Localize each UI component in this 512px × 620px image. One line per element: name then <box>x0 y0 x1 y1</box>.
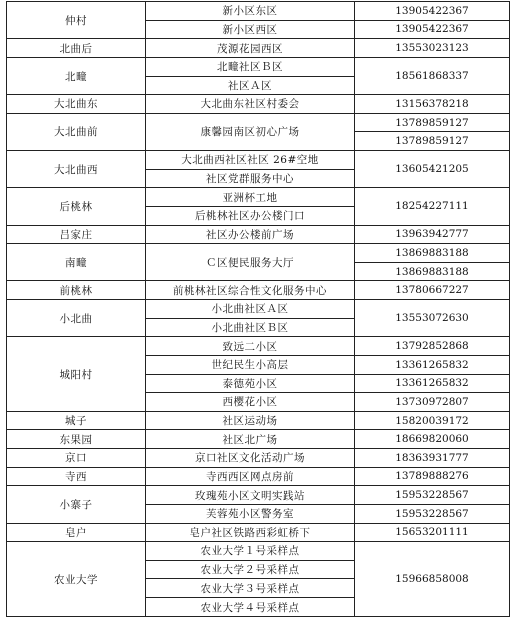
sampling-site-cell: 农业大学３号采样点 <box>146 579 355 598</box>
contact-phone-cell: 15820039172 <box>355 411 510 430</box>
contact-phone-cell: 13156378218 <box>355 95 510 114</box>
table-row <box>7 151 510 170</box>
sampling-site-cell: 致远二小区 <box>146 337 355 356</box>
area-name-cell: 大北曲前 <box>7 113 146 150</box>
contact-phone-cell: 13553072630 <box>355 300 510 337</box>
area-name-cell: 后桃林 <box>7 188 146 225</box>
table-row <box>7 300 510 319</box>
sampling-site-cell: 北疃社区Ｂ区 <box>146 57 355 76</box>
sampling-site-cell: 后桃林社区办公楼门口 <box>146 206 355 225</box>
area-name-cell: 北曲后 <box>7 39 146 58</box>
table-row <box>7 281 510 300</box>
contact-phone-cell: 13789888276 <box>355 467 510 486</box>
sampling-site-cell: 世纪民生小高层 <box>146 355 355 374</box>
table-row <box>7 411 510 430</box>
area-name-cell: 北疃 <box>7 57 146 94</box>
table-row <box>7 39 510 58</box>
contact-phone-cell: 18669820060 <box>355 430 510 449</box>
sampling-site-cell: 农业大学１号采样点 <box>146 542 355 561</box>
contact-phone-cell: 13780667227 <box>355 281 510 300</box>
table-row <box>7 188 510 207</box>
table-row <box>7 542 510 561</box>
sampling-site-cell: 农业大学２号采样点 <box>146 560 355 579</box>
area-name-cell: 前桃林 <box>7 281 146 300</box>
area-name-cell: 寺西 <box>7 467 146 486</box>
contact-phone-cell: 13869883188 <box>355 262 510 281</box>
area-name-cell: 城子 <box>7 411 146 430</box>
table-row <box>7 95 510 114</box>
area-name-cell: 大北曲东 <box>7 95 146 114</box>
sampling-site-cell: 前桃林社区综合性文化服务中心 <box>146 281 355 300</box>
contact-phone-cell: 15953228567 <box>355 486 510 505</box>
table-row <box>7 57 510 76</box>
table-row <box>7 467 510 486</box>
contact-phone-cell: 13789859127 <box>355 132 510 151</box>
sampling-site-cell: 康馨园南区初心广场 <box>146 113 355 150</box>
sampling-site-cell: Ｃ区便民服务大厅 <box>146 244 355 281</box>
contact-phone-cell: 13605421205 <box>355 151 510 188</box>
sampling-site-cell: 社区办公楼前广场 <box>146 225 355 244</box>
contact-phone-cell: 15653201111 <box>355 523 510 542</box>
contact-phone-cell: 13792852868 <box>355 337 510 356</box>
area-name-cell: 东果园 <box>7 430 146 449</box>
sampling-site-cell: 西樱花小区 <box>146 393 355 412</box>
table-row <box>7 430 510 449</box>
area-name-cell: 吕家庄 <box>7 225 146 244</box>
area-name-cell: 南疃 <box>7 244 146 281</box>
table-row <box>7 523 510 542</box>
sampling-site-cell: 小北曲社区Ａ区 <box>146 300 355 319</box>
contact-phone-cell: 15966858008 <box>355 542 510 617</box>
area-name-cell: 大北曲西 <box>7 151 146 188</box>
table-row <box>7 449 510 468</box>
table-row <box>7 244 510 263</box>
contact-phone-cell: 18254227111 <box>355 188 510 225</box>
table-row <box>7 225 510 244</box>
area-name-cell: 农业大学 <box>7 542 146 617</box>
area-name-cell: 城阳村 <box>7 337 146 412</box>
sampling-site-cell: 茂源花园西区 <box>146 39 355 58</box>
sampling-site-cell: 社区党群服务中心 <box>146 169 355 188</box>
table-row <box>7 2 510 21</box>
sampling-site-cell: 寺西西区网点房前 <box>146 467 355 486</box>
sampling-site-cell: 新小区西区 <box>146 20 355 39</box>
contact-phone-cell: 13905422367 <box>355 2 510 21</box>
sampling-site-cell: 小北曲社区Ｂ区 <box>146 318 355 337</box>
contact-phone-cell: 18363931777 <box>355 449 510 468</box>
sampling-site-cell: 社区Ａ区 <box>146 76 355 95</box>
sampling-site-table <box>6 1 510 617</box>
sampling-site-cell: 新小区东区 <box>146 2 355 21</box>
area-name-cell: 小北曲 <box>7 300 146 337</box>
contact-phone-cell: 13553023123 <box>355 39 510 58</box>
table-row <box>7 113 510 132</box>
sampling-site-cell: 芙蓉苑小区警务室 <box>146 504 355 523</box>
contact-phone-cell: 13361265832 <box>355 374 510 393</box>
contact-phone-cell: 13789859127 <box>355 113 510 132</box>
area-name-cell: 仲村 <box>7 2 146 39</box>
sampling-site-cell: 亚洲杯工地 <box>146 188 355 207</box>
sampling-site-cell: 京口社区文化活动广场 <box>146 449 355 468</box>
sampling-site-cell: 社区北广场 <box>146 430 355 449</box>
table-row <box>7 486 510 505</box>
sampling-site-cell: 大北曲西社区社区 26#空地 <box>146 151 355 170</box>
sampling-site-cell: 皂户社区铁路西彩虹桥下 <box>146 523 355 542</box>
sampling-site-cell: 玫瑰苑小区文明实践站 <box>146 486 355 505</box>
contact-phone-cell: 13361265832 <box>355 355 510 374</box>
table-row <box>7 337 510 356</box>
area-name-cell: 京口 <box>7 449 146 468</box>
area-name-cell: 小寨子 <box>7 486 146 523</box>
area-name-cell: 皂户 <box>7 523 146 542</box>
sampling-site-cell: 泰德苑小区 <box>146 374 355 393</box>
contact-phone-cell: 13905422367 <box>355 20 510 39</box>
contact-phone-cell: 13963942777 <box>355 225 510 244</box>
contact-phone-cell: 13869883188 <box>355 244 510 263</box>
contact-phone-cell: 15953228567 <box>355 504 510 523</box>
sampling-site-cell: 大北曲东社区村委会 <box>146 95 355 114</box>
contact-phone-cell: 13730972807 <box>355 393 510 412</box>
contact-phone-cell: 18561868337 <box>355 57 510 94</box>
sampling-site-cell: 农业大学４号采样点 <box>146 598 355 617</box>
sampling-site-cell: 社区运动场 <box>146 411 355 430</box>
